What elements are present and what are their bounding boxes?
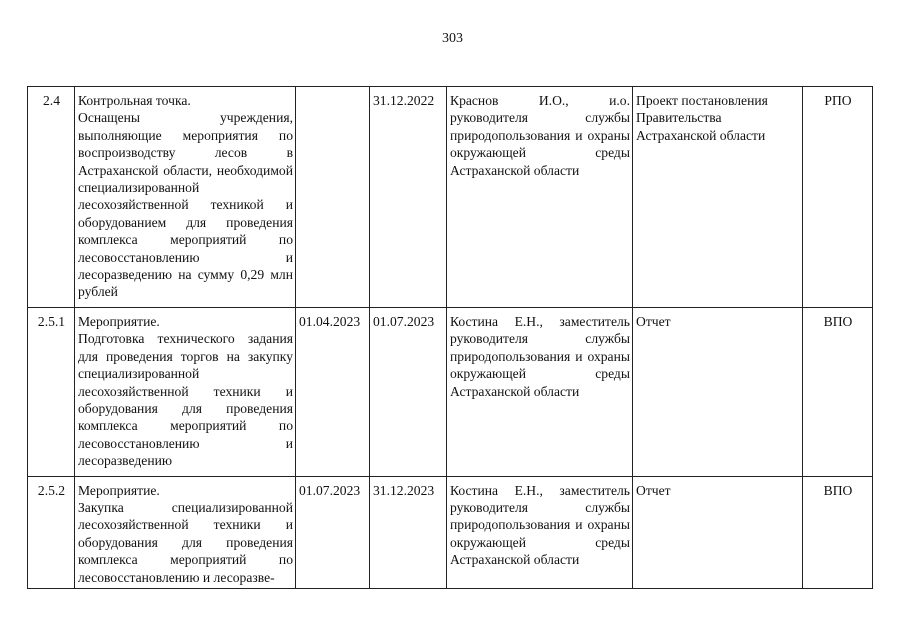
start-date: 01.07.2023 <box>296 476 370 588</box>
result-code: ВПО <box>803 307 873 476</box>
responsible-person: Краснов И.О., и.о. руководителя службы природопользования и охраны окружающей среды Астраханской области <box>447 87 633 308</box>
page-number: 303 <box>442 31 463 46</box>
result-document: Проект постановления Правительства Астраханской области <box>633 87 803 308</box>
event-cell <box>75 87 296 308</box>
row-number: 2.4 <box>28 87 75 308</box>
start-date: 01.04.2023 <box>296 307 370 476</box>
plan-table <box>27 86 873 589</box>
row-number: 2.5.2 <box>28 476 75 588</box>
table-row <box>28 87 873 308</box>
result-document: Отчет <box>633 307 803 476</box>
event-cell <box>75 307 296 476</box>
table-row <box>28 476 873 588</box>
event-description: Закупка специализированной лесохозяйственной техники и оборудования для проведения комплекса мероприятий по лесовосстановлению и лесоразве- <box>78 499 293 585</box>
result-code: РПО <box>803 87 873 308</box>
event-cell <box>75 476 296 588</box>
event-type: Мероприятие. <box>78 482 160 498</box>
responsible-person: Костина Е.Н., заместитель руководителя службы природопользования и охраны окружающей среды Астраханской области <box>447 307 633 476</box>
row-number: 2.5.1 <box>28 307 75 476</box>
responsible-person: Костина Е.Н., заместитель руководителя службы природопользования и охраны окружающей среды Астраханской области <box>447 476 633 588</box>
event-type: Мероприятие. <box>78 313 160 329</box>
result-document: Отчет <box>633 476 803 588</box>
event-clip <box>78 482 293 585</box>
event-description: Оснащены учреждения, выполняющие мероприятия по воспроизводству лесов в Астраханской области, необходимой специализированной лесохозяйственной техникой и оборудованием для проведения комплекса мероприятий по лесовосстановлению и лесоразведению на сумму 0,29 млн рублей <box>78 110 293 300</box>
event-type: Контрольная точка. <box>78 93 191 108</box>
table-row <box>28 307 873 476</box>
event-description: Подготовка технического задания для проведения торгов на закупку специализированной лесохозяйственной техники и оборудования для проведения комплекса мероприятий по лесовосстановлению и лесоразведению <box>78 331 293 469</box>
end-date: 31.12.2022 <box>370 87 447 308</box>
result-code: ВПО <box>803 476 873 588</box>
end-date: 01.07.2023 <box>370 307 447 476</box>
end-date: 31.12.2023 <box>370 476 447 588</box>
start-date <box>296 87 370 308</box>
